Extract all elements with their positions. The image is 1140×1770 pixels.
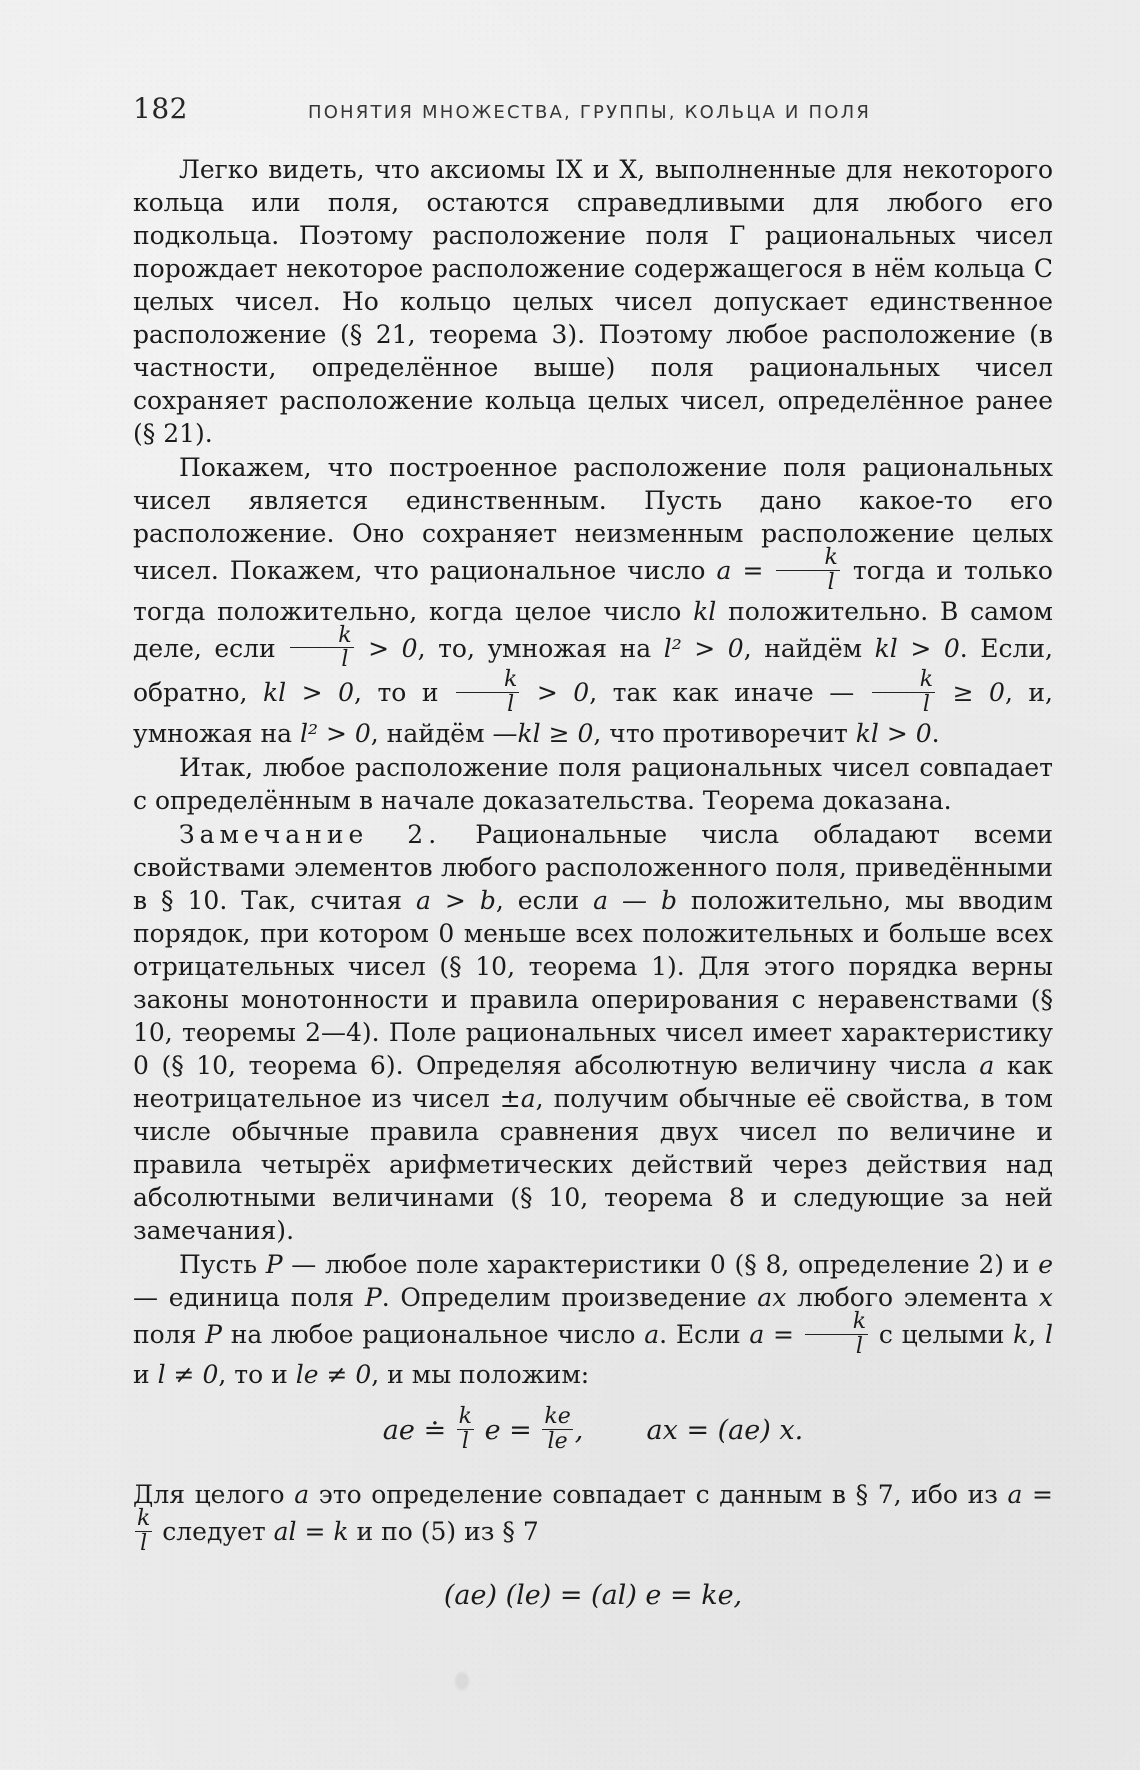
- inline-math-kl-positive-2: kl > 0: [263, 677, 355, 707]
- paragraph-4-part-3: положительно, мы вводим порядок, при котором 0 меньше всех положительных и больше всех отрицательных чисел (§ 10, теорема 1). Для этого порядка верны законы монотонности и правила оперирования с неравенствами (§ 10, теоремы 2—4). Поле рациональных чисел имеет характеристику 0 (§ 10, теорема 6). Определяя абсолютную величину числа: [133, 885, 1053, 1080]
- paragraph-3: [133, 751, 1053, 817]
- fraction-denominator: le: [547, 1429, 568, 1455]
- inline-math-plus-minus-a: ±a: [499, 1083, 536, 1113]
- paragraph-5: [133, 1248, 1053, 1392]
- paragraph-5-part-1: Пусть: [179, 1249, 266, 1279]
- inline-math-kl-positive-3: kl > 0: [855, 718, 932, 748]
- paragraph-5-part-12: , то и: [218, 1360, 296, 1390]
- paragraph-4: [133, 818, 1053, 1247]
- paragraph-5-part-3: — единица поля: [133, 1282, 365, 1312]
- fraction-denominator: l: [507, 691, 515, 717]
- inline-math-greater-equal-zero: ≥ 0: [937, 677, 1005, 707]
- paragraph-2-part-1: Покажем, что построенное расположение поля рациональных чисел является единственным. Пусть дано какое-то его расположение. Оно сохраняет неизменным расположение целых чисел. Покажем, что рациональное число: [133, 453, 1053, 585]
- paragraph-1-text: Легко видеть, что аксиомы IX и X, выполненные для некоторого кольца или поля, остаются справедливыми для любого его подкольца. Поэтому расположение поля Г рациональных чисел порождает некоторое расположение содержащегося в нём кольца C целых чисел. Но кольцо целых чисел допускает единственное расположение (§ 21, теорема 3). Поэтому любое расположение (в частности, определённое выше) поля рациональных чисел сохраняет расположение кольца целых чисел, определённое ранее (§ 21).: [133, 155, 1053, 448]
- paragraph-6: [133, 1478, 1053, 1556]
- page-number: 182: [133, 92, 188, 125]
- fraction-k-over-l-6: [135, 1505, 152, 1556]
- fraction-denominator: l: [827, 569, 835, 595]
- paragraph-5-part-11: и: [133, 1360, 158, 1390]
- inline-math-p-2: P: [364, 1282, 382, 1312]
- paragraph-2-part-2: тогда и только тогда положительно, когда целое число: [133, 555, 1053, 626]
- inline-math-l-squared: l² > 0: [663, 633, 744, 663]
- inline-math-ax: ax: [757, 1282, 787, 1312]
- display-eq-2: (ae) (le) = (al) e = ke,: [443, 1579, 743, 1611]
- paragraph-6-part-1: Для целого: [133, 1479, 295, 1509]
- inline-math-k: k: [1013, 1319, 1029, 1349]
- inline-math-a-greater-b: a > b: [416, 885, 496, 915]
- inline-math-le-not-zero: le ≠ 0: [295, 1360, 372, 1390]
- inline-math-greater-zero-1: > 0: [355, 633, 418, 663]
- fraction-numerator: k: [776, 548, 839, 571]
- fraction-k-over-l-2: [290, 622, 353, 673]
- inline-math-a-equals: a =: [716, 555, 764, 585]
- inline-math-p-3: P: [205, 1319, 222, 1349]
- paragraph-2-part-3: положительно. В самом деле, если: [133, 596, 1053, 663]
- fraction-denominator: l: [855, 1333, 863, 1359]
- paragraph-5-part-13: , и мы положим:: [371, 1360, 590, 1390]
- inline-math-al-equals-k: al = k: [273, 1516, 349, 1546]
- fraction-k-over-l-4: [872, 667, 935, 717]
- paragraph-2-part-9: , и, умножая на: [133, 677, 1053, 748]
- paragraph-2-part-6: . Если, обратно,: [133, 633, 1053, 707]
- inline-math-l-squared-2: l² > 0: [300, 718, 371, 748]
- paragraph-2-part-5: , найдём: [743, 633, 875, 663]
- paragraph-2: [133, 451, 1053, 750]
- remark-label: Замечание 2.: [179, 819, 442, 849]
- paragraph-2-part-12: .: [931, 718, 940, 748]
- paragraph-2-part-10: , найдём: [370, 718, 493, 748]
- page-stain-mark: [455, 1672, 469, 1690]
- paragraph-5-part-2: — любое поле характеристики 0 (§ 8, определение 2) и: [282, 1249, 1039, 1279]
- display-eq-1-tail: ax = (ae) x.: [646, 1415, 804, 1447]
- paragraph-2-part-8: , так как иначе —: [589, 677, 855, 707]
- paragraph-6-part-3: следует: [154, 1516, 274, 1546]
- paragraph-2-part-11: , что противоречит: [593, 718, 856, 748]
- display-eq-1-fraction-2: [542, 1404, 572, 1455]
- display-eq-1-comma: ,: [574, 1415, 584, 1447]
- fraction-numerator: k: [805, 1312, 868, 1335]
- paragraph-1: [133, 153, 1053, 450]
- inline-math-a-equals-3: a =: [1007, 1479, 1053, 1509]
- paragraph-4-part-5: , получим обычные её свойства, в том числе обычные правила сравнения двух чисел по величине и правила четырёх арифметических действий через действия над абсолютными величинами (§ 10, теорема 8 и следующие за ней замечания).: [133, 1083, 1053, 1245]
- paragraph-4-part-2: , если: [495, 885, 594, 915]
- display-eq-1-left: ae ≐: [382, 1415, 447, 1447]
- paragraph-6-part-2: это определение совпадает с данным в § 7, ибо из: [309, 1479, 1008, 1509]
- inline-math-a: a: [979, 1050, 995, 1080]
- inline-math-a-2: a: [644, 1319, 660, 1349]
- fraction-numerator: k: [137, 1505, 151, 1531]
- display-eq-1-middle: e =: [484, 1415, 532, 1447]
- display-eq-1-fraction-1: [457, 1404, 474, 1455]
- inline-math-a-3: a: [294, 1479, 310, 1509]
- inline-math-l: l: [1044, 1319, 1053, 1349]
- paragraph-2-part-7: , то и: [354, 677, 455, 707]
- paragraph-6-part-4: и по (5) из § 7: [348, 1516, 539, 1546]
- fraction-denominator: l: [461, 1429, 469, 1455]
- inline-math-a-minus-b: a — b: [593, 885, 677, 915]
- fraction-numerator: k: [872, 670, 935, 693]
- fraction-numerator: k: [458, 1404, 473, 1430]
- fraction-denominator: l: [341, 647, 349, 673]
- inline-math-x: x: [1038, 1282, 1053, 1312]
- inline-math-kl-positive-1: kl > 0: [874, 633, 960, 663]
- fraction-k-over-l-1: [776, 545, 839, 595]
- display-equation-2: [133, 1576, 1053, 1616]
- paragraph-5-part-4: . Определим произведение: [381, 1282, 758, 1312]
- fraction-k-over-l-3: [456, 667, 519, 717]
- inline-math-a-equals-2: a =: [749, 1319, 794, 1349]
- running-head: ПОНЯТИЯ МНОЖЕСТВА, ГРУППЫ, КОЛЬЦА И ПОЛЯ: [307, 102, 872, 123]
- paragraph-5-part-9: с целыми: [870, 1319, 1014, 1349]
- page-header: [133, 92, 1053, 125]
- fraction-numerator: ke: [544, 1404, 571, 1430]
- display-equation-1: [133, 1404, 1053, 1455]
- inline-math-negative-kl: —kl ≥ 0: [492, 718, 594, 748]
- fraction-k-over-l-5: [805, 1308, 868, 1359]
- paragraph-4-part-1: Рациональные числа обладают всеми свойствами элементов любого расположенного поля, приведёнными в § 10. Так, считая: [133, 819, 1053, 915]
- paragraph-5-part-5: любого элемента: [786, 1282, 1039, 1312]
- fraction-denominator: l: [140, 1530, 148, 1556]
- fraction-denominator: l: [922, 691, 930, 717]
- paragraph-5-part-8: . Если: [659, 1319, 750, 1349]
- paragraph-5-part-10: ,: [1028, 1319, 1045, 1349]
- inline-math-kl-1: kl: [693, 596, 717, 626]
- inline-math-greater-zero-2: > 0: [521, 677, 590, 707]
- inline-math-l-not-zero: l ≠ 0: [157, 1360, 219, 1390]
- paragraph-3-text: Итак, любое расположение поля рациональных чисел совпадает с определённым в начале доказательства. Теорема доказана.: [133, 752, 1053, 815]
- paragraph-5-part-6: поля: [133, 1319, 206, 1349]
- fraction-numerator: k: [290, 626, 353, 649]
- fraction-numerator: k: [456, 670, 519, 693]
- inline-math-p-1: P: [265, 1249, 283, 1279]
- paragraph-4-part-4: как неотрицательное из чисел: [133, 1050, 1053, 1113]
- paragraph-2-part-4: , то, умножая на: [417, 633, 664, 663]
- page-content: [133, 153, 1053, 1640]
- inline-math-e: e: [1038, 1249, 1053, 1279]
- paragraph-5-part-7: на любое рациональное число: [221, 1319, 645, 1349]
